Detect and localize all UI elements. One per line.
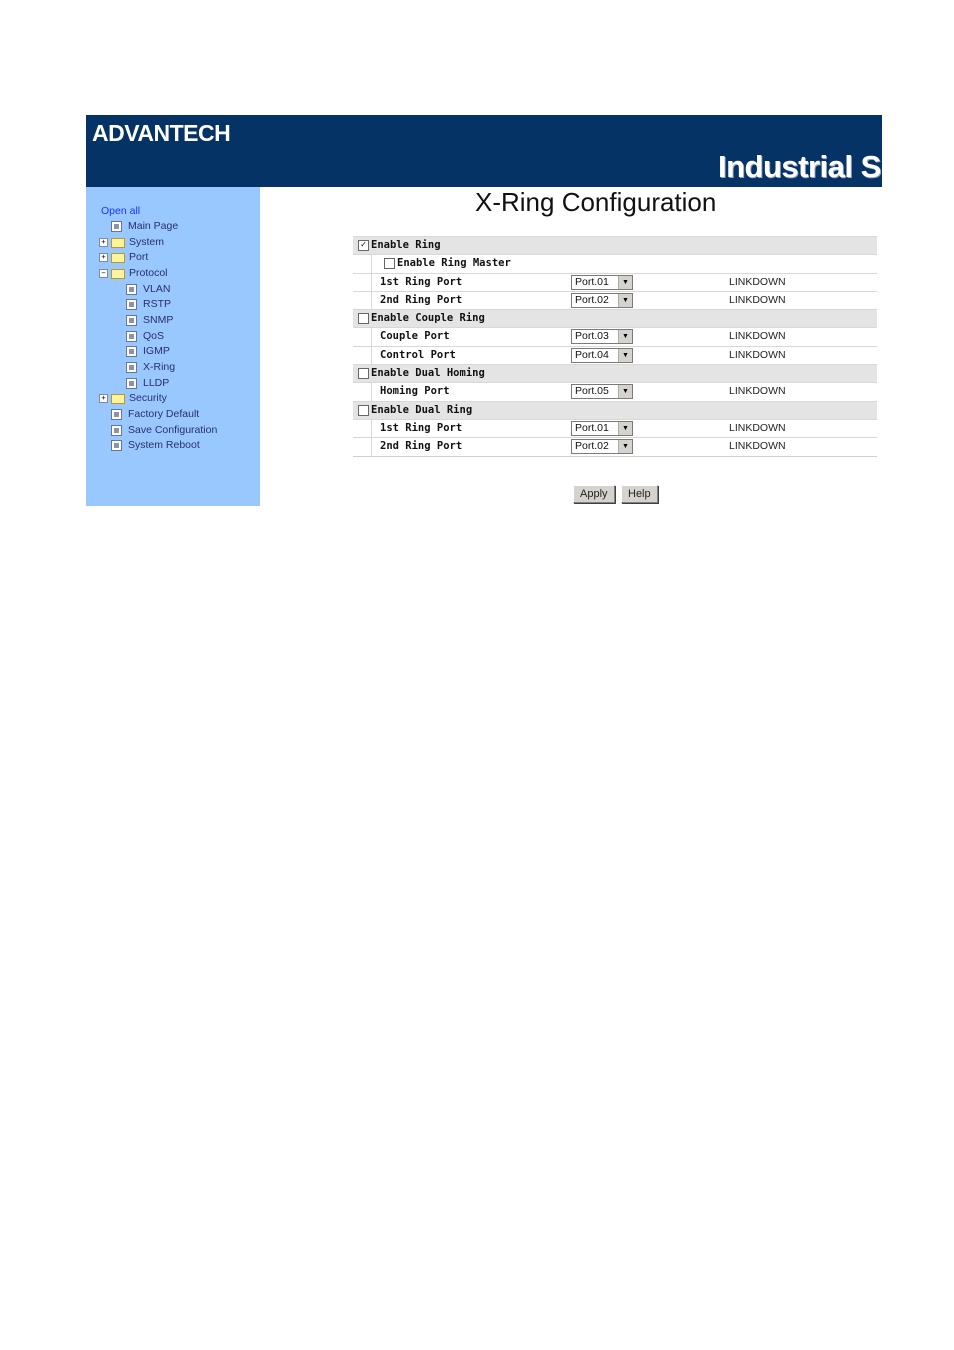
enable-ring-master-row <box>353 254 877 272</box>
sidebar-item-label: RSTP <box>143 298 172 310</box>
couple-port-row <box>353 327 877 345</box>
dual-ring-port-1-label: 1st Ring Port <box>380 421 463 434</box>
expand-icon[interactable]: + <box>99 238 108 247</box>
dual-ring-port-2-label: 2nd Ring Port <box>380 440 463 453</box>
sidebar-item-port[interactable] <box>99 250 148 265</box>
row-divider <box>371 328 372 345</box>
expand-icon[interactable]: + <box>99 394 108 403</box>
brand-logo: ADVANTECH <box>92 120 231 146</box>
expand-icon[interactable]: + <box>99 253 108 262</box>
banner-title: Industrial S <box>718 149 881 184</box>
open-all-link[interactable]: Open all <box>101 205 141 217</box>
sidebar-item-label: System <box>129 236 165 248</box>
page-icon <box>126 331 137 342</box>
folder-open-icon <box>111 269 125 279</box>
enable-dual-homing-row <box>353 364 877 382</box>
dual-ring-port-1-select[interactable] <box>571 421 633 436</box>
row-divider <box>371 255 372 272</box>
select-value: Port.02 <box>575 440 609 453</box>
sidebar-item-label: X-Ring <box>143 361 176 373</box>
sidebar-item-snmp[interactable] <box>126 313 173 328</box>
ring-port-2-row <box>353 291 877 309</box>
apply-button[interactable]: Apply <box>573 485 615 503</box>
sidebar-item-vlan[interactable] <box>126 282 170 297</box>
sidebar-item-x-ring[interactable] <box>126 360 175 375</box>
enable-ring-master-label: Enable Ring Master <box>397 257 511 270</box>
sidebar-item-label: Save Configuration <box>128 424 218 436</box>
sidebar-item-label: Port <box>129 251 149 263</box>
sidebar-item-label: System Reboot <box>128 439 200 451</box>
chevron-down-icon[interactable]: ▼ <box>618 330 632 343</box>
row-divider <box>371 438 372 455</box>
sidebar-item-rstp[interactable] <box>126 297 171 312</box>
sidebar-item-protocol[interactable] <box>99 266 168 281</box>
select-value: Port.05 <box>575 385 609 398</box>
page-icon <box>111 409 122 420</box>
sidebar-item-label: Protocol <box>129 267 168 279</box>
row-divider <box>371 420 372 437</box>
select-value: Port.02 <box>575 293 609 306</box>
header-banner <box>86 115 882 187</box>
sidebar-item-label: Security <box>129 392 167 404</box>
select-value: Port.01 <box>575 275 609 288</box>
chevron-down-icon[interactable]: ▼ <box>618 294 632 307</box>
enable-couple-ring-row <box>353 309 877 327</box>
ring-port-1-label: 1st Ring Port <box>380 275 463 288</box>
chevron-down-icon[interactable]: ▼ <box>618 276 632 289</box>
sidebar-item-label: Main Page <box>128 220 179 232</box>
xring-config-table <box>353 236 877 457</box>
row-divider <box>371 292 372 309</box>
chevron-down-icon[interactable]: ▼ <box>618 440 632 453</box>
couple-port-status: LINKDOWN <box>729 330 786 343</box>
enable-dual-ring-row <box>353 401 877 419</box>
couple-port-label: Couple Port <box>380 330 450 343</box>
chevron-down-icon[interactable]: ▼ <box>618 349 632 362</box>
couple-port-select[interactable] <box>571 329 633 344</box>
sidebar-item-main-page[interactable] <box>111 219 178 234</box>
select-value: Port.01 <box>575 421 609 434</box>
enable-ring-master-checkbox[interactable] <box>384 258 395 269</box>
sidebar-item-label: Factory Default <box>128 408 200 420</box>
sidebar-item-save-configuration[interactable] <box>111 423 217 438</box>
sidebar-item-label: QoS <box>143 330 165 342</box>
enable-couple-ring-checkbox[interactable] <box>358 313 369 324</box>
page-icon <box>126 362 137 373</box>
sidebar-item-qos[interactable] <box>126 329 164 344</box>
enable-dual-ring-label: Enable Dual Ring <box>371 403 473 416</box>
ring-port-2-status: LINKDOWN <box>729 293 786 306</box>
ring-port-2-label: 2nd Ring Port <box>380 293 463 306</box>
folder-icon <box>111 238 125 248</box>
page-title: X-Ring Configuration <box>475 187 717 217</box>
page-icon <box>111 425 122 436</box>
help-button[interactable]: Help <box>621 485 658 503</box>
sidebar <box>86 187 260 506</box>
page-icon <box>111 221 122 232</box>
sidebar-item-system-reboot[interactable] <box>111 438 200 453</box>
enable-couple-ring-label: Enable Couple Ring <box>371 312 485 325</box>
row-divider <box>371 274 372 291</box>
page-icon <box>111 440 122 451</box>
control-port-row <box>353 346 877 364</box>
folder-icon <box>111 253 125 263</box>
select-value: Port.04 <box>575 348 609 361</box>
control-port-status: LINKDOWN <box>729 348 786 361</box>
chevron-down-icon[interactable]: ▼ <box>618 385 632 398</box>
select-value: Port.03 <box>575 330 609 343</box>
page-icon <box>126 315 137 326</box>
sidebar-item-lldp[interactable] <box>126 376 169 391</box>
ring-port-2-select[interactable] <box>571 293 633 308</box>
chevron-down-icon[interactable]: ▼ <box>618 422 632 435</box>
control-port-select[interactable] <box>571 348 633 363</box>
ring-port-1-select[interactable] <box>571 275 633 290</box>
enable-dual-ring-checkbox[interactable] <box>358 405 369 416</box>
dual-ring-port-1-row <box>353 419 877 437</box>
homing-port-row <box>353 382 877 400</box>
app-window <box>86 115 882 506</box>
sidebar-item-igmp[interactable] <box>126 344 170 359</box>
folder-icon <box>111 394 125 404</box>
dual-ring-port-1-status: LINKDOWN <box>729 421 786 434</box>
ring-port-1-status: LINKDOWN <box>729 275 786 288</box>
enable-dual-homing-label: Enable Dual Homing <box>371 367 485 380</box>
main-content <box>260 187 882 506</box>
homing-port-status: LINKDOWN <box>729 385 786 398</box>
sidebar-item-security[interactable] <box>99 391 167 406</box>
dual-ring-port-2-select[interactable] <box>571 439 633 454</box>
control-port-label: Control Port <box>380 348 456 361</box>
homing-port-select[interactable] <box>571 384 633 399</box>
collapse-icon[interactable]: − <box>99 269 108 278</box>
sidebar-item-factory-default[interactable] <box>111 407 199 422</box>
homing-port-label: Homing Port <box>380 385 450 398</box>
enable-ring-row <box>353 236 877 254</box>
page-icon <box>126 346 137 357</box>
page-icon <box>126 284 137 295</box>
enable-ring-checkbox[interactable]: ✓ <box>358 240 369 251</box>
dual-ring-port-2-row <box>353 437 877 455</box>
ring-port-1-row <box>353 273 877 291</box>
page-icon <box>126 299 137 310</box>
sidebar-item-system[interactable] <box>99 235 164 250</box>
sidebar-item-label: VLAN <box>143 283 171 295</box>
sidebar-item-label: LLDP <box>143 377 170 389</box>
enable-ring-label: Enable Ring <box>371 239 441 251</box>
sidebar-item-label: SNMP <box>143 314 174 326</box>
sidebar-item-label: IGMP <box>143 345 170 357</box>
row-divider <box>371 383 372 400</box>
page-icon <box>126 378 137 389</box>
dual-ring-port-2-status: LINKDOWN <box>729 440 786 453</box>
enable-dual-homing-checkbox[interactable] <box>358 368 369 379</box>
row-divider <box>371 347 372 364</box>
